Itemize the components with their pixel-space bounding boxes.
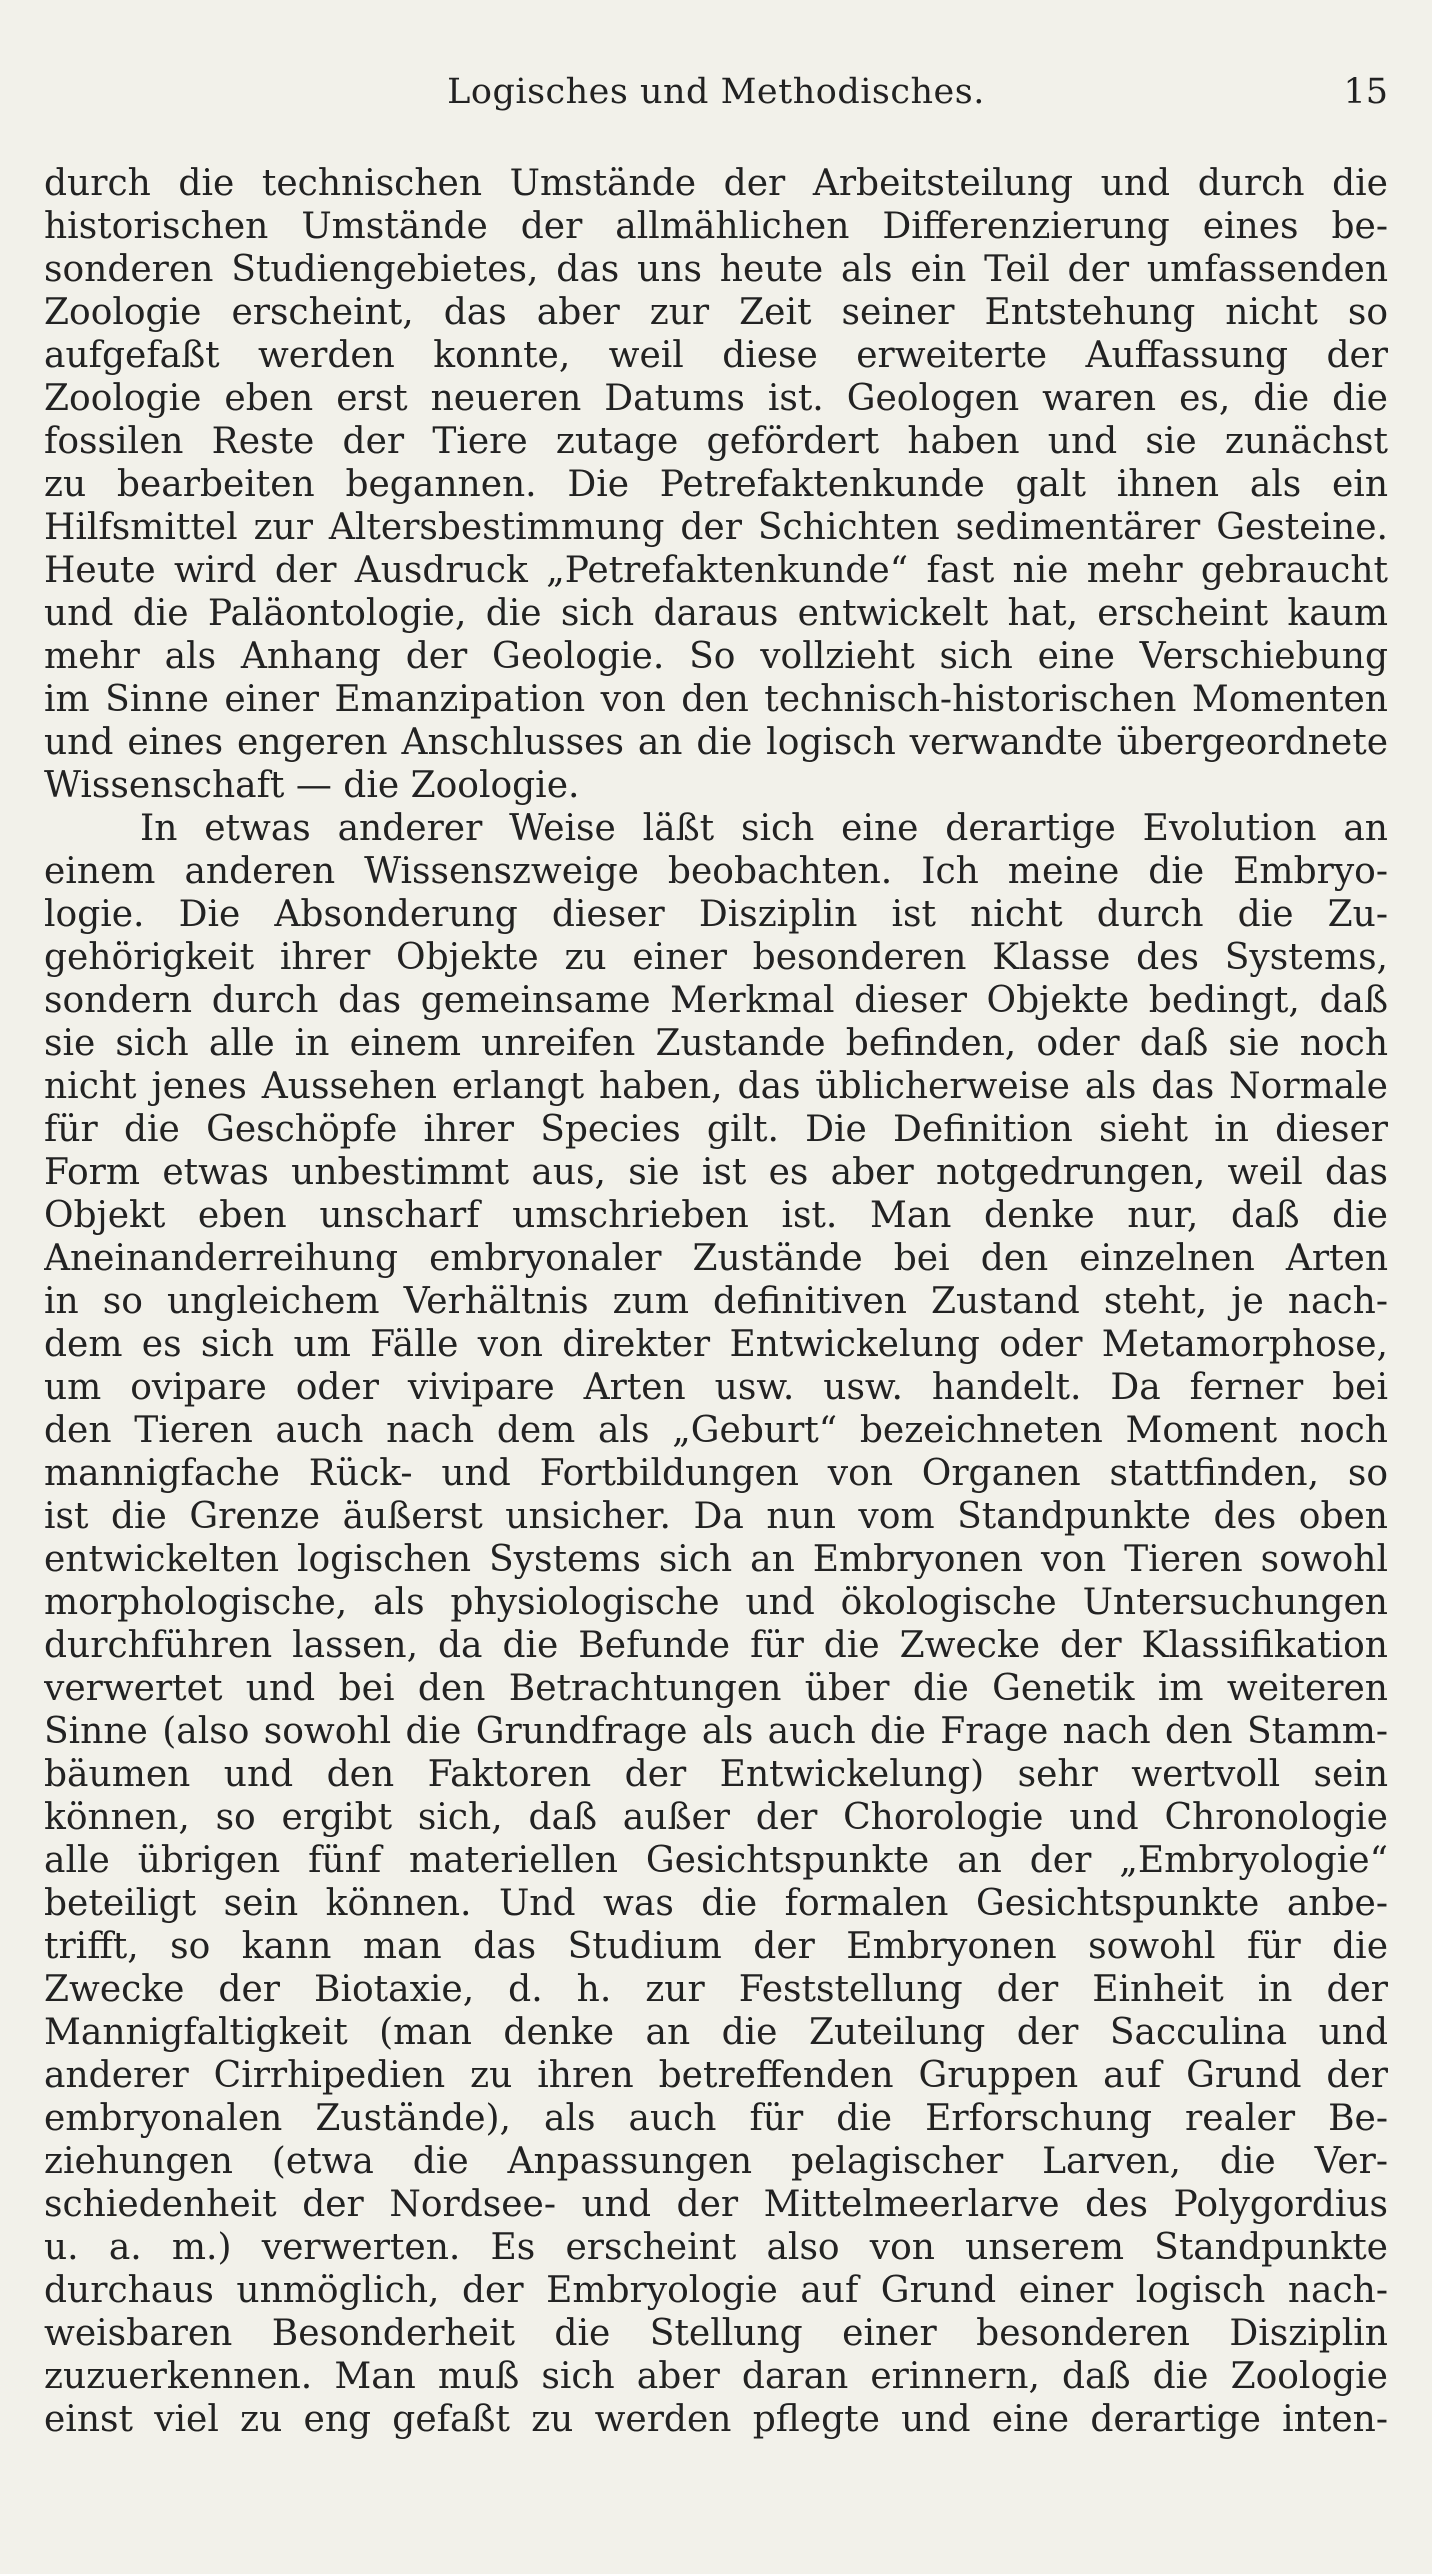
text-line: Zoologie erscheint, das aber zur Zeit seiner Entstehung nicht so bbox=[44, 292, 1388, 333]
text-line: entwickelten logischen Systems sich an Embryonen von Tieren sowohl bbox=[44, 1539, 1388, 1580]
text-line: beteiligt sein können. Und was die formalen Gesichtspunkte anbe- bbox=[44, 1883, 1388, 1924]
text-line: durchaus unmöglich, der Embryologie auf Grund einer logisch nach- bbox=[44, 2270, 1388, 2311]
text-line: mannigfache Rück- und Fortbildungen von Organen stattfinden, so bbox=[44, 1453, 1388, 1494]
text-line: einst viel zu eng gefaßt zu werden pflegte und eine derartige inten- bbox=[44, 2399, 1388, 2440]
text-line: einem anderen Wissenszweige beobachten. Ich meine die Embryo- bbox=[44, 851, 1388, 892]
text-line: morphologische, als physiologische und ökologische Untersuchungen bbox=[44, 1582, 1388, 1623]
text-line: um ovipare oder vivipare Arten usw. usw. handelt. Da ferner bei bbox=[44, 1367, 1388, 1408]
text-line: u. a. m.) verwerten. Es erscheint also von unserem Standpunkte bbox=[44, 2227, 1388, 2268]
text-line: können, so ergibt sich, daß außer der Chorologie und Chronologie bbox=[44, 1797, 1388, 1838]
text-line: alle übrigen fünf materiellen Gesichtspunkte an der „Embryologie“ bbox=[44, 1840, 1388, 1881]
text-line: für die Geschöpfe ihrer Species gilt. Die Definition sieht in dieser bbox=[44, 1109, 1388, 1150]
text-line: und die Paläontologie, die sich daraus entwickelt hat, erscheint kaum bbox=[44, 593, 1388, 634]
text-line: aufgefaßt werden konnte, weil diese erweiterte Auffassung der bbox=[44, 335, 1388, 376]
text-line: sonderen Studiengebietes, das uns heute als ein Teil der umfassenden bbox=[44, 249, 1388, 290]
running-head bbox=[44, 64, 1388, 120]
text-line: sondern durch das gemeinsame Merkmal dieser Objekte bedingt, daß bbox=[44, 980, 1388, 1021]
text-line: gehörigkeit ihrer Objekte zu einer besonderen Klasse des Systems, bbox=[44, 937, 1388, 978]
text-line: logie. Die Absonderung dieser Disziplin ist nicht durch die Zu- bbox=[44, 894, 1388, 935]
text-line: verwertet und bei den Betrachtungen über die Genetik im weiteren bbox=[44, 1668, 1388, 1709]
text-line: durch die technischen Umstände der Arbeitsteilung und durch die bbox=[44, 163, 1388, 204]
text-line: den Tieren auch nach dem als „Geburt“ bezeichneten Moment noch bbox=[44, 1410, 1388, 1451]
text-line: ist die Grenze äußerst unsicher. Da nun vom Standpunkte des oben bbox=[44, 1496, 1388, 1537]
text-line: zu bearbeiten begannen. Die Petrefaktenkunde galt ihnen als ein bbox=[44, 464, 1388, 505]
text-line: im Sinne einer Emanzipation von den technisch-historischen Momenten bbox=[44, 679, 1388, 720]
text-line: ziehungen (etwa die Anpassungen pelagischer Larven, die Ver- bbox=[44, 2141, 1388, 2182]
paragraph bbox=[44, 162, 1388, 807]
text-line: Sinne (also sowohl die Grundfrage als auch die Frage nach den Stamm- bbox=[44, 1711, 1388, 1752]
text-line: Objekt eben unscharf umschrieben ist. Man denke nur, daß die bbox=[44, 1195, 1388, 1236]
text-line: und eines engeren Anschlusses an die logisch verwandte übergeordnete bbox=[44, 722, 1388, 763]
text-line: trifft, so kann man das Studium der Embryonen sowohl für die bbox=[44, 1926, 1388, 1967]
text-line: Mannigfaltigkeit (man denke an die Zuteilung der Sacculina und bbox=[44, 2012, 1388, 2053]
text-line: zuzuerkennen. Man muß sich aber daran erinnern, daß die Zoologie bbox=[44, 2356, 1388, 2397]
page-number: 15 bbox=[1343, 72, 1388, 112]
text-line: fossilen Reste der Tiere zutage gefördert haben und sie zunächst bbox=[44, 421, 1388, 462]
text-line: bäumen und den Faktoren der Entwickelung) sehr wertvoll sein bbox=[44, 1754, 1388, 1795]
body-text bbox=[44, 162, 1388, 2441]
text-line: historischen Umstände der allmählichen Differenzierung eines be- bbox=[44, 206, 1388, 247]
text-line: Aneinanderreihung embryonaler Zustände bei den einzelnen Arten bbox=[44, 1238, 1388, 1279]
text-line: embryonalen Zustände), als auch für die Erforschung realer Be- bbox=[44, 2098, 1388, 2139]
text-line: anderer Cirrhipedien zu ihren betreffenden Gruppen auf Grund der bbox=[44, 2055, 1388, 2096]
text-line: in so ungleichem Verhältnis zum definitiven Zustand steht, je nach- bbox=[44, 1281, 1388, 1322]
text-line: Hilfsmittel zur Altersbestimmung der Schichten sedimentärer Gesteine. bbox=[44, 507, 1388, 548]
text-line: mehr als Anhang der Geologie. So vollzieht sich eine Verschiebung bbox=[44, 636, 1388, 677]
text-line: durchführen lassen, da die Befunde für die Zwecke der Klassifikation bbox=[44, 1625, 1388, 1666]
text-line: weisbaren Besonderheit die Stellung einer besonderen Disziplin bbox=[44, 2313, 1388, 2354]
text-line: Form etwas unbestimmt aus, sie ist es aber notgedrungen, weil das bbox=[44, 1152, 1388, 1193]
running-head-title: Logisches und Methodisches. bbox=[447, 72, 985, 112]
paragraph bbox=[44, 807, 1388, 2441]
text-line: Heute wird der Ausdruck „Petrefaktenkunde“ fast nie mehr gebraucht bbox=[44, 550, 1388, 591]
text-line: Zwecke der Biotaxie, d. h. zur Feststellung der Einheit in der bbox=[44, 1969, 1388, 2010]
text-line: dem es sich um Fälle von direkter Entwickelung oder Metamorphose, bbox=[44, 1324, 1388, 1365]
text-line: schiedenheit der Nordsee- und der Mittelmeerlarve des Polygordius bbox=[44, 2184, 1388, 2225]
text-line: Wissenschaft — die Zoologie. bbox=[44, 765, 580, 806]
text-line: Zoologie eben erst neueren Datums ist. Geologen waren es, die die bbox=[44, 378, 1388, 419]
text-line: nicht jenes Aussehen erlangt haben, das üblicherweise als das Normale bbox=[44, 1066, 1388, 1107]
text-line: sie sich alle in einem unreifen Zustande befinden, oder daß sie noch bbox=[44, 1023, 1388, 1064]
text-line: In etwas anderer Weise läßt sich eine derartige Evolution an bbox=[140, 808, 1388, 849]
